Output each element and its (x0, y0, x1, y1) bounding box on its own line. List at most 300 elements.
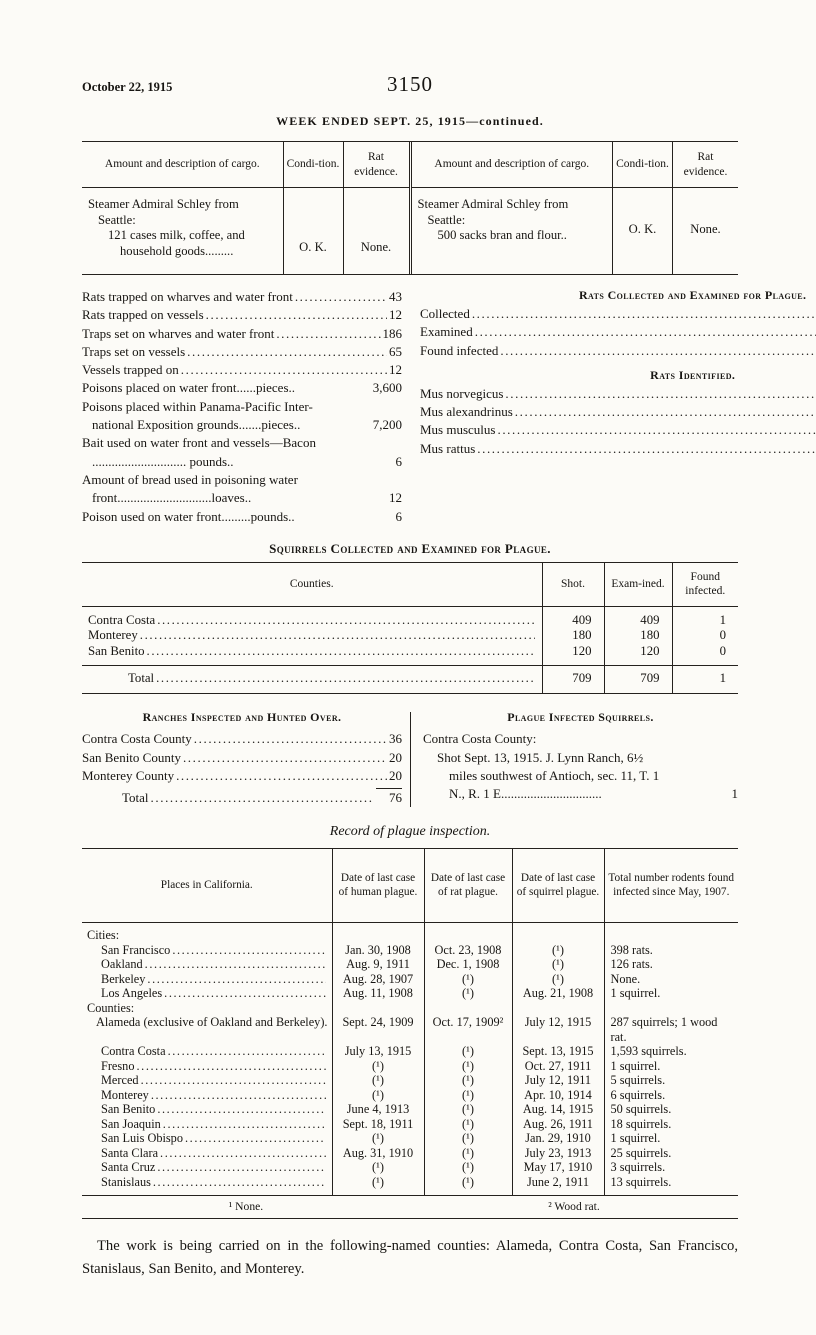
total-infected-cell: 1 (672, 665, 738, 694)
place-leader (88, 957, 328, 972)
dot-leader (164, 986, 325, 1001)
stat-line (82, 379, 402, 397)
human-plague-column-header: Date of last case of human plague. (332, 849, 424, 923)
stat-value: 20 (389, 749, 402, 765)
total-infected-cell: 398 rats. (604, 943, 738, 958)
infected-cell: 0 (672, 644, 738, 665)
dot-leader (140, 628, 535, 644)
rat-evidence-value: None. (690, 222, 721, 236)
inspection-row (82, 1073, 738, 1088)
page-number: 3150 (387, 72, 433, 96)
cargo-column-header: Amount and description of cargo. (82, 142, 283, 188)
place-cell (82, 1088, 332, 1103)
squirrel-plague-cell: Apr. 10, 1914 (512, 1088, 604, 1103)
stat-line (82, 361, 402, 379)
condition-column-header: Condi-tion. (284, 142, 343, 188)
stat-label: San Benito (101, 1102, 156, 1117)
stat-line (82, 471, 402, 489)
trapping-stats-list (82, 288, 402, 526)
dot-leader (187, 343, 387, 361)
squirrels-row (82, 606, 738, 628)
total-leader (88, 671, 537, 687)
inspection-row (82, 986, 738, 1001)
place-cell (82, 1175, 332, 1196)
stat-label: Rats trapped on vessels (82, 307, 204, 323)
place-cell (82, 1073, 332, 1088)
stat-label: Mus musculus (420, 422, 496, 438)
shot-cell: 120 (542, 644, 604, 665)
dot-leader (163, 1117, 326, 1132)
stat-label: Fresno (101, 1058, 135, 1073)
dot-leader (168, 1044, 326, 1059)
examined-cell: 180 (604, 628, 672, 644)
stat-label: Contra Costa (101, 1044, 166, 1059)
place-cell (82, 957, 332, 972)
place-cell (82, 1160, 332, 1175)
stat-label: ............................. pounds.. (92, 453, 234, 469)
stat-label: Los Angeles (101, 986, 163, 1001)
place-leader (88, 1088, 328, 1103)
place-cell (82, 1059, 332, 1074)
dot-leader (185, 1131, 326, 1146)
page-header (82, 72, 738, 97)
stat-value: 7,200 (372, 417, 402, 433)
inspection-row (82, 1015, 738, 1044)
cargo-description-column (82, 142, 283, 274)
cargo-line: household goods......... (120, 243, 234, 258)
rats-identified-list (420, 385, 816, 458)
dot-leader (157, 1102, 325, 1117)
inspection-row (82, 1160, 738, 1175)
dot-leader (157, 1160, 325, 1175)
rat-plague-cell: Oct. 17, 1909² (424, 1015, 512, 1044)
stat-value: 20 (389, 767, 402, 783)
dot-leader (206, 306, 387, 324)
place-leader (88, 1102, 328, 1117)
place-cell (82, 1102, 332, 1117)
stat-line (82, 398, 402, 416)
plague-squirrel-line: miles southwest of Antioch, sec. 11, T. 1 (449, 767, 660, 783)
rat-plague-cell: (¹) (424, 1117, 512, 1132)
cargo-column-header: Amount and description of cargo. (412, 142, 613, 188)
place-leader (88, 1059, 328, 1074)
squirrel-plague-cell: (¹) (512, 972, 604, 987)
group-row (82, 923, 738, 943)
total-infected-cell: 5 squirrels. (604, 1073, 738, 1088)
total-infected-cell: 1 squirrel. (604, 986, 738, 1001)
stat-label: front.............................loaves.. (92, 490, 252, 506)
group-label-cell: Counties: (87, 1000, 135, 1015)
dot-leader (295, 288, 387, 306)
rat-species-line (420, 421, 816, 439)
footnote-none: ¹ None. (228, 1200, 264, 1214)
stat-label: Examined (420, 324, 473, 340)
dot-leader (505, 385, 816, 403)
footnotes (82, 1196, 738, 1219)
group-row (82, 1001, 738, 1016)
rat-plague-cell: (¹) (424, 1088, 512, 1103)
place-leader (88, 1044, 328, 1059)
county-leader (88, 628, 537, 644)
dot-leader (176, 767, 387, 785)
stat-value: 12 (389, 307, 402, 323)
total-infected-cell: 126 rats. (604, 957, 738, 972)
dot-leader (160, 1146, 325, 1161)
examined-cell: 120 (604, 644, 672, 665)
total-infected-cell: 287 squirrels; 1 wood rat. (604, 1015, 738, 1044)
stat-line (82, 325, 402, 343)
squirrel-plague-cell: (¹) (512, 943, 604, 958)
empty-cell (332, 923, 424, 943)
stat-label: Monterey (88, 628, 138, 643)
total-label: Total (128, 670, 155, 685)
inspection-row (82, 1088, 738, 1103)
ranch-line (82, 749, 402, 767)
dot-leader (151, 1088, 326, 1103)
stat-label: San Benito County (82, 749, 181, 765)
rat-plague-cell: (¹) (424, 1131, 512, 1146)
cargo-line: Steamer Admiral Schley from (417, 197, 569, 211)
stat-label: Stanislaus (101, 1174, 151, 1189)
dot-leader (515, 403, 816, 421)
stat-label: Monterey (101, 1087, 149, 1102)
human-plague-cell: (¹) (332, 1131, 424, 1146)
stat-label: Mus rattus (420, 440, 476, 456)
stat-label: San Francisco (101, 942, 171, 957)
stat-line (82, 288, 402, 306)
cargo-line: Steamer Admiral Schley from (88, 197, 239, 211)
cargo-inspection-table (82, 141, 738, 275)
inspection-row (82, 943, 738, 958)
ranches-inspected-block (82, 710, 402, 807)
total-infected-cell: 50 squirrels. (604, 1102, 738, 1117)
stat-value: 43 (389, 289, 402, 304)
rat-plague-column-header: Date of last case of rat plague. (424, 849, 512, 923)
empty-cell (424, 1001, 512, 1016)
squirrel-plague-cell: (¹) (512, 957, 604, 972)
inspection-row (82, 957, 738, 972)
squirrel-plague-cell: July 23, 1913 (512, 1146, 604, 1161)
rat-plague-cell: (¹) (424, 1160, 512, 1175)
place-leader (88, 1131, 328, 1146)
place-cell: Alameda (exclusive of Oakland and Berkeley). (96, 1015, 328, 1030)
empty-cell (424, 923, 512, 943)
rat-species-line (420, 385, 816, 403)
inspection-header-row (82, 849, 738, 923)
squirrel-plague-cell: Jan. 29, 1910 (512, 1131, 604, 1146)
human-plague-cell: (¹) (332, 1088, 424, 1103)
rat-plague-cell: (¹) (424, 1044, 512, 1059)
total-infected-cell: 1,593 squirrels. (604, 1044, 738, 1059)
stat-label: Mus norvegicus (420, 385, 504, 401)
cargo-table-left-half (82, 142, 409, 274)
human-plague-cell: (¹) (332, 1059, 424, 1074)
place-leader (88, 972, 328, 987)
total-infected-cell: 1 squirrel. (604, 1131, 738, 1146)
place-leader (88, 1146, 328, 1161)
dot-leader (183, 749, 387, 767)
dot-leader (477, 440, 816, 458)
dot-leader (500, 342, 816, 360)
total-label-cell (82, 665, 542, 694)
human-plague-cell: (¹) (332, 1073, 424, 1088)
place-cell (82, 1146, 332, 1161)
stat-label: Monterey County (82, 767, 175, 783)
plague-squirrel-value: 1 (731, 786, 738, 802)
stat-label: Santa Clara (101, 1145, 159, 1160)
squirrels-table (82, 562, 738, 694)
infected-cell: 1 (672, 606, 738, 628)
human-plague-cell: (¹) (332, 1160, 424, 1175)
dot-leader (156, 671, 534, 687)
rat-species-line (420, 403, 816, 421)
empty-cell (512, 1001, 604, 1016)
total-rodents-column-header: Total number rodents found infected since May, 1907. (604, 849, 738, 923)
stat-label: Mus alexandrinus (420, 404, 513, 420)
squirrel-plague-cell: Aug. 21, 1908 (512, 986, 604, 1001)
stat-label: Traps set on wharves and water front (82, 325, 275, 341)
stat-label: Poison used on water front.........pounds.. (82, 508, 295, 524)
place-leader (88, 986, 328, 1001)
squirrels-row (82, 628, 738, 644)
examined-cell: 409 (604, 606, 672, 628)
stat-label: Collected (420, 306, 470, 321)
ranches-list (82, 730, 402, 785)
inspection-row (82, 1131, 738, 1146)
stat-label: San Benito (88, 644, 145, 659)
squirrels-total-row (82, 665, 738, 694)
condition-column (283, 142, 343, 274)
rats-section (420, 288, 816, 526)
empty-cell (604, 923, 738, 943)
human-plague-cell: Aug. 11, 1908 (332, 986, 424, 1001)
statistics-section (82, 288, 807, 526)
ranches-total-value: 76 (376, 788, 402, 807)
rat-evidence-column (672, 142, 738, 274)
ranches-total-label: Total (122, 790, 149, 806)
place-leader (88, 943, 328, 958)
county-leader (88, 613, 537, 629)
squirrels-row (82, 644, 738, 665)
stat-label: Oakland (101, 957, 143, 972)
rat-stat-line (420, 305, 816, 323)
rat-plague-cell: (¹) (424, 972, 512, 987)
condition-value: O. K. (299, 240, 327, 254)
place-leader (88, 1160, 328, 1175)
stat-label: San Joaquin (101, 1116, 161, 1131)
dot-leader (136, 1059, 325, 1074)
stat-value: 36 (389, 731, 402, 747)
stat-label: Bait used on water front and vessels—Bacon (82, 435, 316, 451)
dot-leader (194, 730, 387, 748)
rat-plague-cell: (¹) (424, 1146, 512, 1161)
total-infected-cell: 6 squirrels. (604, 1088, 738, 1103)
human-plague-cell: Aug. 28, 1907 (332, 972, 424, 987)
stat-label: San Luis Obispo (101, 1131, 183, 1146)
inspection-row (82, 1117, 738, 1132)
cargo-line: 121 cases milk, coffee, and (108, 228, 245, 242)
rat-plague-cell: (¹) (424, 1175, 512, 1196)
inspection-table-title: Record of plague inspection. (329, 824, 491, 840)
stat-label: Traps set on vessels (82, 343, 186, 359)
stat-label: Contra Costa County (82, 731, 192, 747)
rat-evidence-column-header: Rat evidence. (344, 142, 409, 188)
empty-cell (332, 1001, 424, 1016)
squirrel-plague-cell: July 12, 1911 (512, 1073, 604, 1088)
human-plague-cell: Aug. 31, 1910 (332, 1146, 424, 1161)
stat-line (82, 489, 402, 507)
column-divider-rule (410, 712, 411, 807)
stat-label: Vessels trapped on (82, 362, 179, 378)
ranch-line (82, 767, 402, 785)
inspection-row (82, 972, 738, 987)
stat-line (82, 453, 402, 471)
rats-identified-heading: Rats Identified. (650, 367, 736, 382)
stat-value: 65 (389, 343, 402, 359)
shot-cell: 409 (542, 606, 604, 628)
stat-line (82, 416, 402, 434)
stat-value: 186 (382, 325, 402, 341)
cargo-line: Seattle: (427, 212, 466, 227)
shot-column-header: Shot. (542, 562, 604, 606)
dot-leader (151, 789, 374, 807)
group-label-cell: Cities: (87, 928, 120, 943)
examined-column-header: Exam-ined. (604, 562, 672, 606)
total-shot-cell: 709 (542, 665, 604, 694)
dot-leader (147, 972, 325, 987)
stat-label: Rats trapped on wharves and water front (82, 289, 293, 304)
human-plague-cell: Sept. 24, 1909 (332, 1015, 424, 1044)
plague-inspection-table (82, 848, 738, 1196)
plague-squirrels-block (423, 710, 738, 807)
inspection-row (82, 1059, 738, 1074)
footnote-wood-rat: ² Wood rat. (548, 1200, 600, 1214)
stat-value: 3,600 (372, 380, 402, 396)
rat-plague-cell: Oct. 23, 1908 (424, 943, 512, 958)
cargo-entry (82, 188, 283, 274)
squirrels-header-row (82, 562, 738, 606)
stat-label: Santa Cruz (101, 1160, 156, 1175)
place-leader (88, 1117, 328, 1132)
total-infected-cell: 3 squirrels. (604, 1160, 738, 1175)
total-infected-cell: 1 squirrel. (604, 1059, 738, 1074)
dot-leader (472, 305, 816, 323)
stat-value: 6 (395, 453, 402, 469)
total-infected-cell: 13 squirrels. (604, 1175, 738, 1196)
stat-value: 12 (389, 362, 402, 378)
cargo-description-column (412, 142, 613, 274)
empty-cell (512, 923, 604, 943)
closing-paragraph: The work is being carried on in the following-named counties: Alameda, Contra Costa, San Francisco, Stanislaus, San Benito, and Monterey. (82, 1238, 738, 1278)
rat-species-line (420, 440, 816, 458)
squirrel-plague-cell: Aug. 14, 1915 (512, 1102, 604, 1117)
shot-cell: 180 (542, 628, 604, 644)
plague-squirrel-line: Shot Sept. 13, 1915. J. Lynn Ranch, 6½ (437, 749, 644, 765)
inspection-row (82, 1102, 738, 1117)
plague-squirrel-line: Contra Costa County: (423, 731, 537, 747)
squirrel-plague-column-header: Date of last case of squirrel plague. (512, 849, 604, 923)
stat-label: Poisons placed within Panama-Pacific Inter- (82, 398, 313, 414)
dot-leader (172, 943, 325, 958)
place-leader (88, 1175, 328, 1190)
squirrel-plague-cell: Oct. 27, 1911 (512, 1059, 604, 1074)
stat-label: Merced (101, 1073, 139, 1088)
rat-evidence-value: None. (360, 240, 392, 254)
plague-squirrel-last-line (423, 785, 738, 803)
stat-line (82, 508, 402, 526)
infected-cell: 0 (672, 628, 738, 644)
place-cell (82, 972, 332, 987)
rat-stat-line (420, 323, 816, 341)
total-infected-cell: None. (604, 972, 738, 987)
condition-value: O. K. (628, 222, 657, 236)
total-examined-cell: 709 (604, 665, 672, 694)
human-plague-cell: June 4, 1913 (332, 1102, 424, 1117)
inspection-row (82, 1175, 738, 1196)
empty-cell (604, 1001, 738, 1016)
stat-value: 12 (389, 490, 402, 506)
stat-label: Berkeley (101, 971, 146, 986)
squirrels-table-title: Squirrels Collected and Examined for Plague. (269, 540, 551, 556)
rat-plague-cell: (¹) (424, 986, 512, 1001)
total-infected-cell: 25 squirrels. (604, 1146, 738, 1161)
counties-column-header: Counties. (82, 562, 542, 606)
cargo-table-right-half (409, 142, 739, 274)
ranches-total-row (82, 788, 402, 807)
place-cell (82, 1117, 332, 1132)
cargo-line: Seattle: (98, 212, 136, 227)
places-column-header: Places in California. (82, 849, 332, 923)
ranches-section (82, 710, 738, 807)
ranch-line (82, 730, 402, 748)
condition-column-header: Condi-tion. (613, 142, 672, 188)
rat-evidence-column-header: Rat evidence. (673, 142, 738, 188)
dot-leader (497, 421, 816, 439)
rats-collected-list (420, 305, 816, 360)
place-leader (88, 1073, 328, 1088)
rat-plague-cell: Dec. 1, 1908 (424, 957, 512, 972)
human-plague-cell: July 13, 1915 (332, 1044, 424, 1059)
stat-label: Amount of bread used in poisoning water (82, 471, 298, 487)
county-cell (82, 628, 542, 644)
human-plague-cell: Jan. 30, 1908 (332, 943, 424, 958)
cargo-line: 500 sacks bran and flour.. (437, 228, 567, 242)
stat-value: 6 (395, 508, 402, 524)
stat-line (82, 434, 402, 452)
place-cell (82, 986, 332, 1001)
stat-line (82, 343, 402, 361)
dot-leader (181, 361, 387, 379)
squirrel-plague-cell: May 17, 1910 (512, 1160, 604, 1175)
place-cell (82, 1131, 332, 1146)
inspection-row (82, 1044, 738, 1059)
inspection-row (82, 1146, 738, 1161)
week-ended-title: WEEK ENDED SEPT. 25, 1915—continued. (276, 114, 544, 128)
squirrel-plague-cell: July 12, 1915 (512, 1015, 604, 1044)
rat-plague-cell: (¹) (424, 1073, 512, 1088)
squirrel-plague-cell: June 2, 1911 (512, 1175, 604, 1196)
dot-leader (475, 323, 816, 341)
stat-label: Found infected (420, 342, 499, 358)
place-cell (82, 943, 332, 958)
rats-collected-heading: Rats Collected and Examined for Plague. (578, 288, 807, 302)
place-cell (82, 1044, 332, 1059)
human-plague-cell: (¹) (332, 1175, 424, 1196)
dot-leader (157, 613, 534, 629)
squirrel-plague-cell: Aug. 26, 1911 (512, 1117, 604, 1132)
rat-stat-line (420, 342, 816, 360)
dot-leader (153, 1175, 326, 1190)
